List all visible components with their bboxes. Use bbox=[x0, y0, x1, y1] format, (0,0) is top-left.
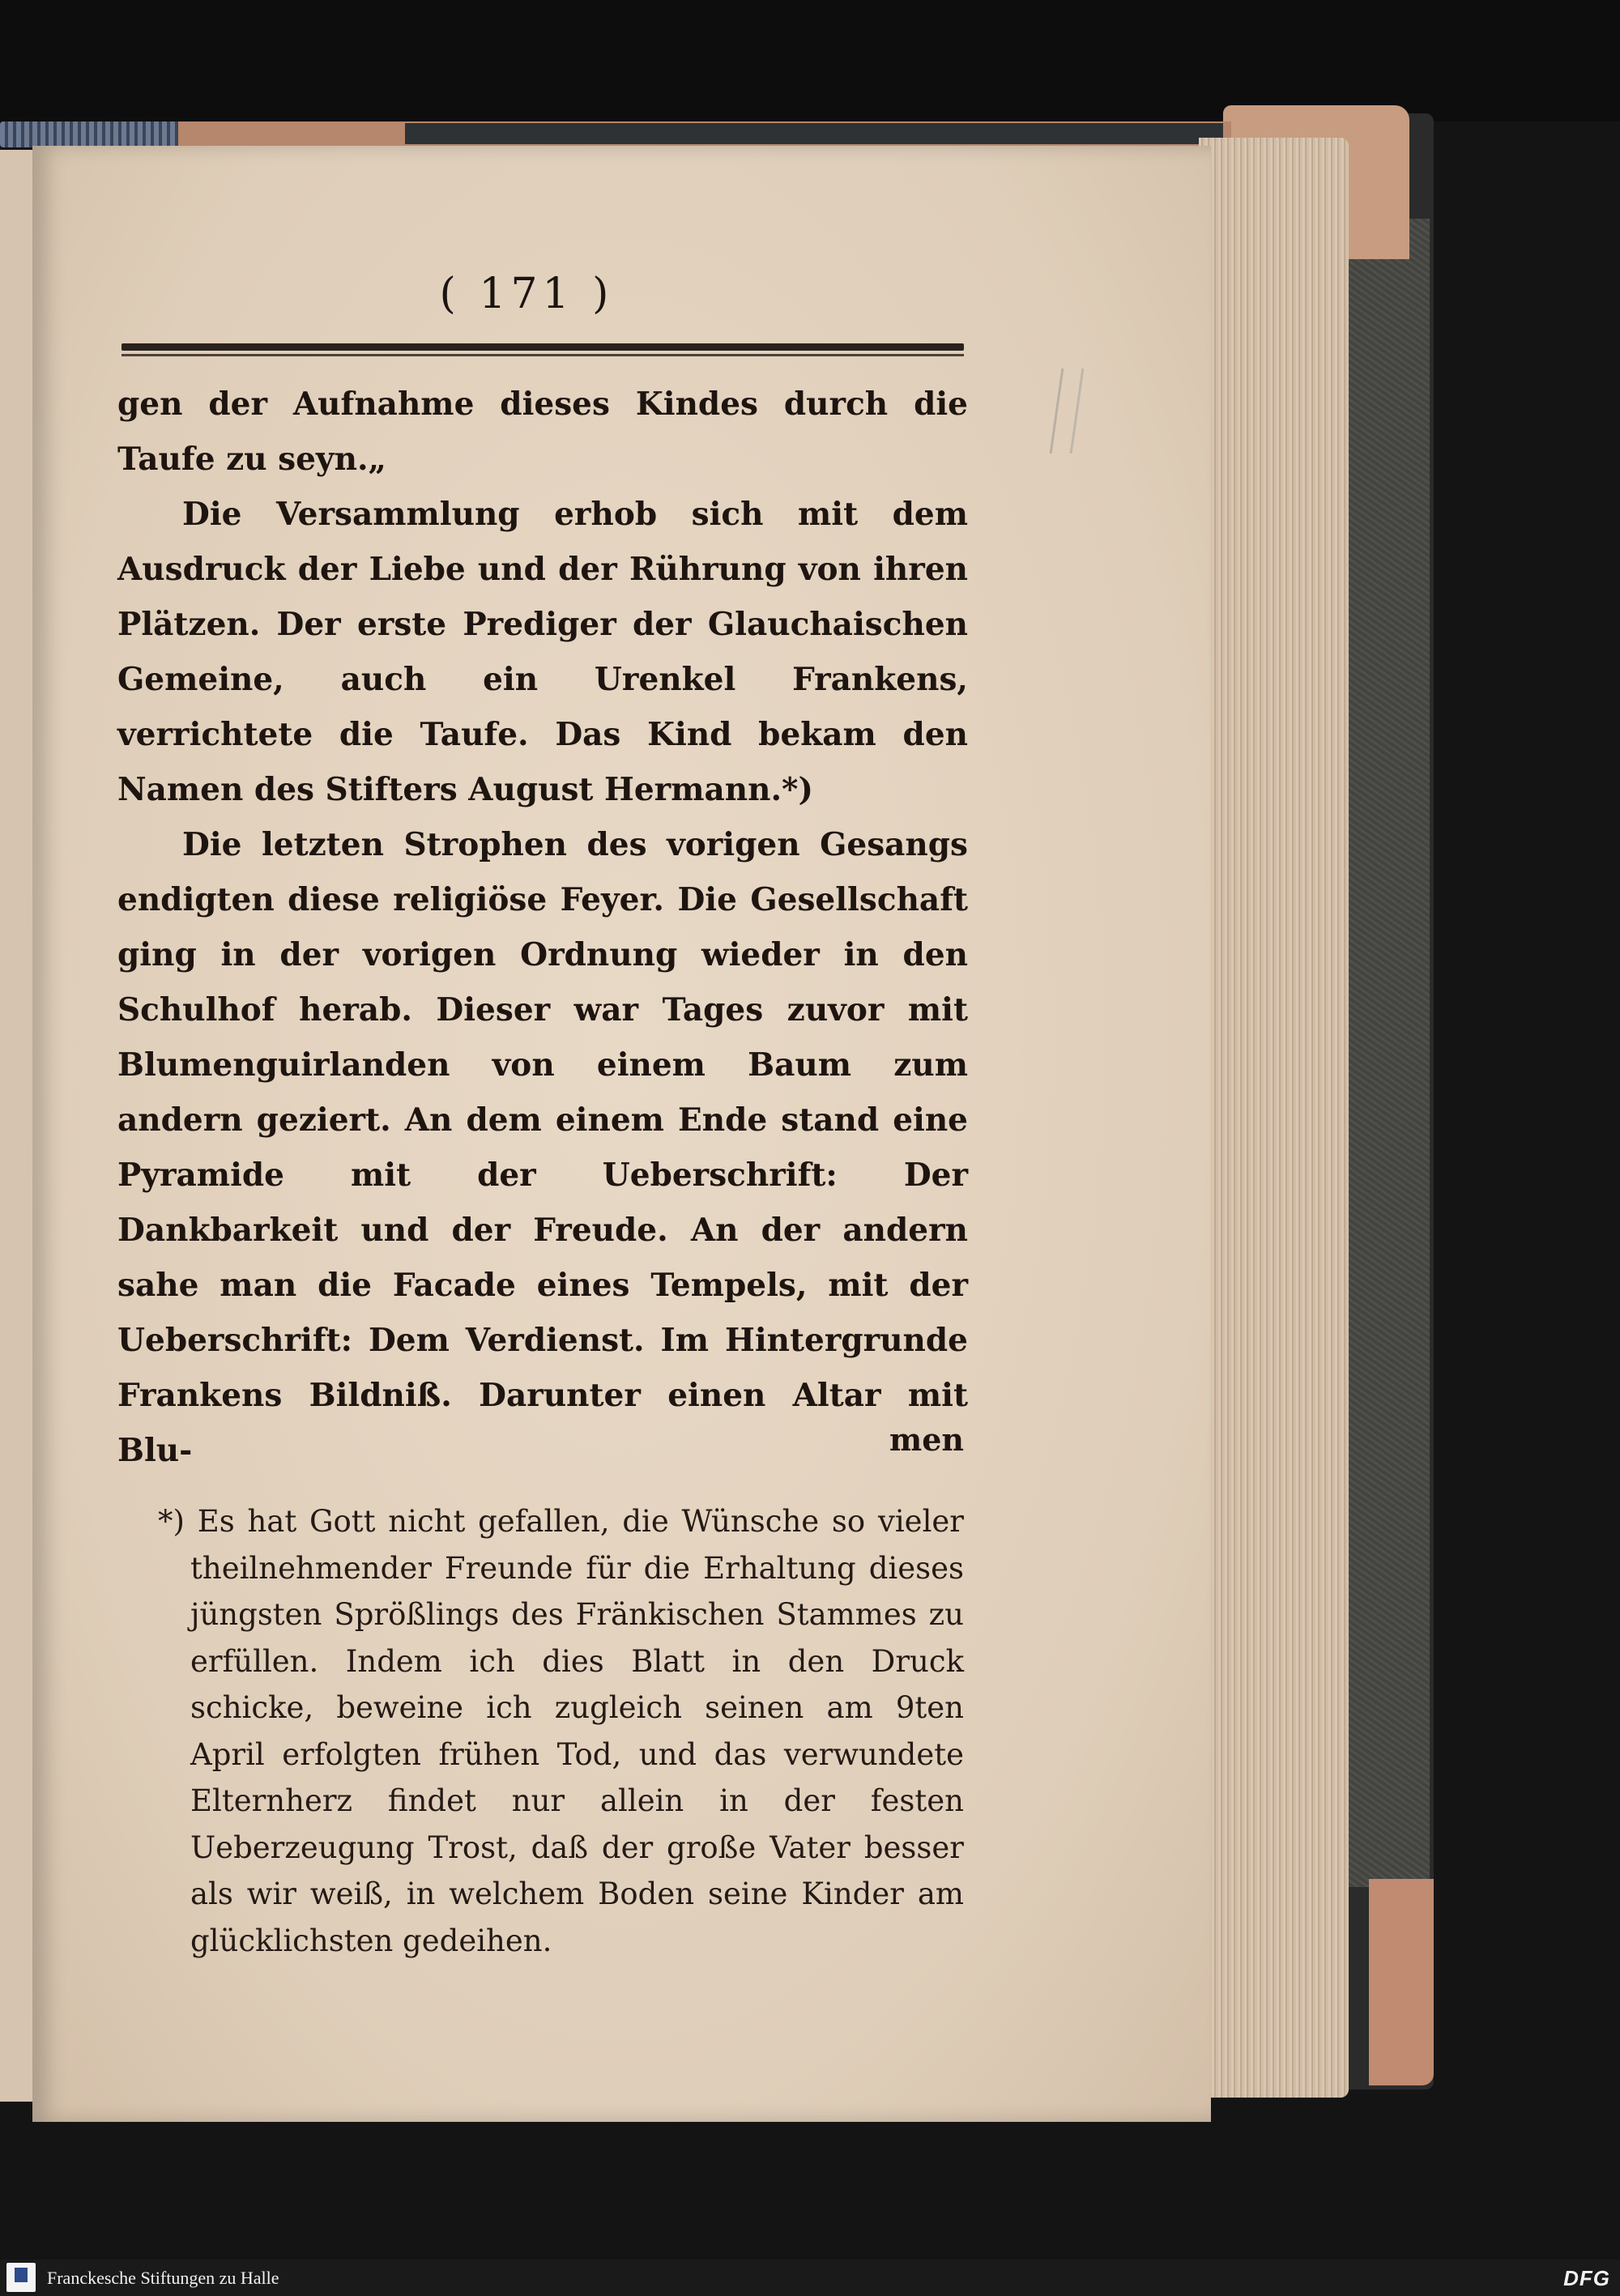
background bbox=[0, 0, 1620, 121]
footnote-text: *) Es hat Gott nicht gefallen, die Wünsche so vieler theilnehmender Freunde für die Erhaltung dieses jüngsten Sprößlings des Fränkischen Stammes zu erfüllen. Indem ich dies Blatt in den Druck schicke, beweine ich zugleich seinen am 9ten April erfolgten frühen Tod, und das verwundete Elternherz findet nur allein in der festen Ueberzeugung Trost, daß der große Vater besser als wir weiß, in welchem Boden seine Kinder am glücklichsten gedeihen. bbox=[158, 1504, 964, 1958]
spine-headband bbox=[0, 121, 186, 147]
footer-bar bbox=[0, 2260, 1620, 2296]
page-block-edges bbox=[1199, 138, 1349, 2098]
paragraph: gen der Aufnahme dieses Kindes durch die Taufe zu seyn.„ bbox=[117, 386, 968, 478]
header-rule-thin bbox=[122, 354, 964, 356]
cover-top-cloth bbox=[405, 123, 1223, 144]
footer-institution: Franckesche Stiftungen zu Halle bbox=[47, 2268, 279, 2288]
paragraph: Die letzten Strophen des vorigen Gesangs endigten diese religiöse Feyer. Die Gesellschaft ging in der vorigen Ordnung wieder in den Schulhof herab. Dieser war Tages zuvor mit Blumenguirlanden von einem Baum zum andern geziert. An dem einem Ende stand eine Pyramide mit der Ueberschrift: Der Dankbarkeit und der Freude. An der andern sahe man die Facade eines Tempels, mit der Ueberschrift: Dem Verdienst. Im Hintergrunde Frankens Bildniß. Darunter einen Altar mit Blu- bbox=[117, 826, 968, 1469]
footnote bbox=[158, 1498, 964, 1964]
page-number: ( 171 ) bbox=[439, 270, 614, 318]
institution-logo-icon bbox=[6, 2263, 36, 2292]
catchword: men bbox=[889, 1421, 964, 1458]
cover-cloth-binding bbox=[1336, 219, 1430, 1887]
header-rule bbox=[122, 343, 964, 351]
main-text bbox=[117, 377, 968, 1478]
paragraph: Die Versammlung erhob sich mit dem Ausdruck der Liebe und der Rührung von ihren Plätzen. Der erste Prediger der Glauchaischen Gemeine, auch ein Urenkel Frankens, verrichtete die Taufe. Das Kind bekam den Namen des Stifters August Hermann.*) bbox=[117, 496, 968, 808]
dfg-logo: DFG bbox=[1563, 2266, 1610, 2290]
leather-corner-bottom bbox=[1369, 1879, 1434, 2085]
